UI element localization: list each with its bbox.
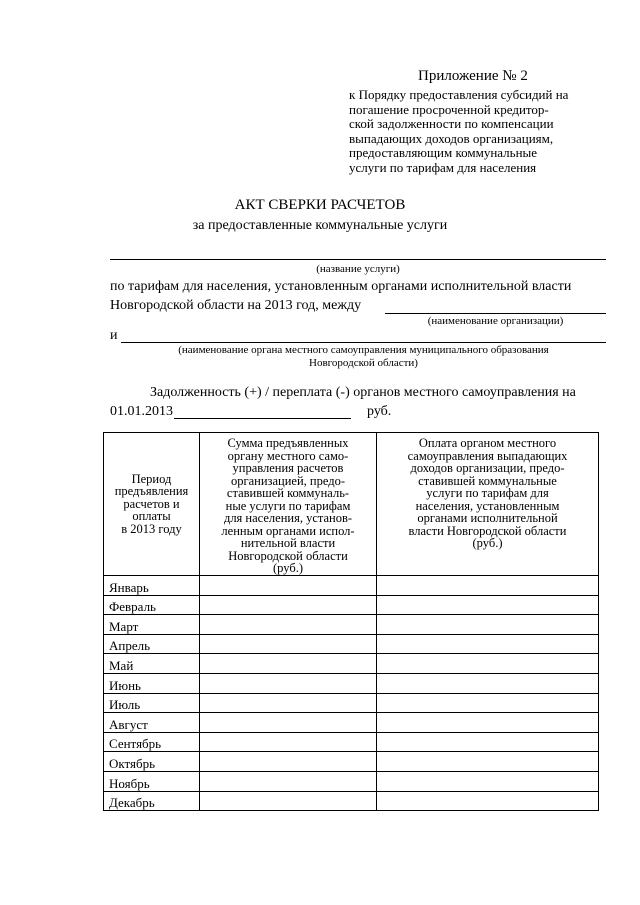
month-cell: Апрель [104,634,200,654]
intro-line: услуги по тарифам для населения [349,159,537,175]
header-period [104,433,200,576]
service-name-field[interactable] [110,259,606,260]
table-header-row [104,433,599,576]
organization-caption: (наименование организации) [427,315,564,327]
paid-cell[interactable] [377,634,599,654]
billed-cell[interactable] [200,576,377,596]
authority-field[interactable] [121,342,606,343]
header-line: организацией, предо- [230,473,345,488]
organization-field[interactable] [385,313,606,314]
table-row [104,673,599,693]
header-line: органу местного само- [227,448,349,463]
header-line: (руб.) [472,536,503,550]
header-billed-amount [200,433,377,576]
header-line: доходов организации, предо- [410,461,565,475]
header-line: ставившей коммуналь- [226,486,350,500]
table-row [104,595,599,615]
header-line: предъявления [114,484,189,499]
billed-cell[interactable] [200,713,377,733]
billed-cell[interactable] [200,595,377,615]
intro-line: погашение просроченной кредитор- [349,101,549,117]
billed-cell[interactable] [200,673,377,693]
header-line: услуги по тарифам для [426,486,549,500]
paid-cell[interactable] [377,654,599,674]
table-row [104,791,599,811]
table-row [104,752,599,772]
month-cell: Февраль [104,595,200,615]
region-text: Новгородской области на 2013 год, между [110,298,362,313]
billed-cell[interactable] [200,634,377,654]
paid-cell[interactable] [377,752,599,772]
month-cell: Январь [104,576,200,596]
header-line: расчетов и [123,496,180,511]
header-line: органами исполнительной [417,511,558,525]
intro-line: к Порядку предоставления субсидий на [349,87,569,102]
header-line: оплаты [132,509,171,524]
authority-caption-2: Новгородской области) [309,357,418,369]
header-line: Оплата органом местного [418,436,557,450]
paid-cell[interactable] [377,791,599,811]
debt-text: Задолженность (+) / переплата (-) органов местного самоуправления на [150,385,576,400]
tariff-text: по тарифам для населения, установленным органами исполнительной власти [110,279,572,294]
header-paid-amount [377,433,599,576]
month-cell: Август [104,713,200,733]
and-text: и [110,328,118,343]
paid-cell[interactable] [377,615,599,635]
debt-amount-field[interactable] [174,418,351,419]
service-name-caption: (название услуги) [316,263,400,275]
table-row [104,693,599,713]
billed-cell[interactable] [200,654,377,674]
billed-cell[interactable] [200,615,377,635]
document-subtitle: за предоставленные коммунальные услуги [192,218,448,233]
table-row [104,615,599,635]
appendix-number: Приложение № 2 [418,68,528,84]
billed-cell[interactable] [200,771,377,791]
month-cell: Декабрь [104,791,200,811]
appendix-intro [349,88,609,175]
intro-line: предоставляющим коммунальные [349,145,538,160]
header-line: власти Новгородской области [408,523,567,538]
table-row [104,576,599,596]
month-cell: Ноябрь [104,771,200,791]
table-row [104,771,599,791]
month-cell: Июль [104,693,200,713]
table-row [104,732,599,752]
month-cell: Май [104,654,200,674]
header-line: ставившей коммунальные [418,473,557,488]
header-line: для населения, установ- [223,511,353,525]
header-line: ные услуги по тарифам [225,498,351,513]
billed-cell[interactable] [200,732,377,752]
table-row [104,634,599,654]
intro-line: ской задолженности по компенсации [349,116,554,131]
month-cell: Март [104,615,200,635]
header-line: населения, установленным [415,498,560,513]
header-line: управления расчетов [232,461,344,475]
header-line: нительной власти [240,536,336,550]
document-title: АКТ СВЕРКИ РАСЧЕТОВ [234,197,406,213]
authority-caption-1: (наименование органа местного самоуправления муниципального образования [178,344,549,356]
reconciliation-table [103,432,599,811]
header-line: ленным органами испол- [221,523,355,538]
debt-date: 01.01.2013 [110,404,173,419]
paid-cell[interactable] [377,713,599,733]
debt-currency: руб. [367,404,392,419]
paid-cell[interactable] [377,693,599,713]
header-line: в 2013 году [121,521,182,536]
paid-cell[interactable] [377,732,599,752]
month-cell: Сентябрь [104,732,200,752]
header-line: самоуправления выпадающих [407,448,568,463]
billed-cell[interactable] [200,752,377,772]
billed-cell[interactable] [200,791,377,811]
month-cell: Июнь [104,673,200,693]
intro-line: выпадающих доходов организациям, [349,130,554,146]
billed-cell[interactable] [200,693,377,713]
header-line: Сумма предъявленных [227,436,349,450]
header-line: (руб.) [273,561,303,575]
paid-cell[interactable] [377,771,599,791]
month-cell: Октябрь [104,752,200,772]
paid-cell[interactable] [377,576,599,596]
table-row [104,654,599,674]
header-line: Период [131,471,172,486]
paid-cell[interactable] [377,595,599,615]
header-line: Новгородской области [228,548,348,563]
paid-cell[interactable] [377,673,599,693]
table-row [104,713,599,733]
